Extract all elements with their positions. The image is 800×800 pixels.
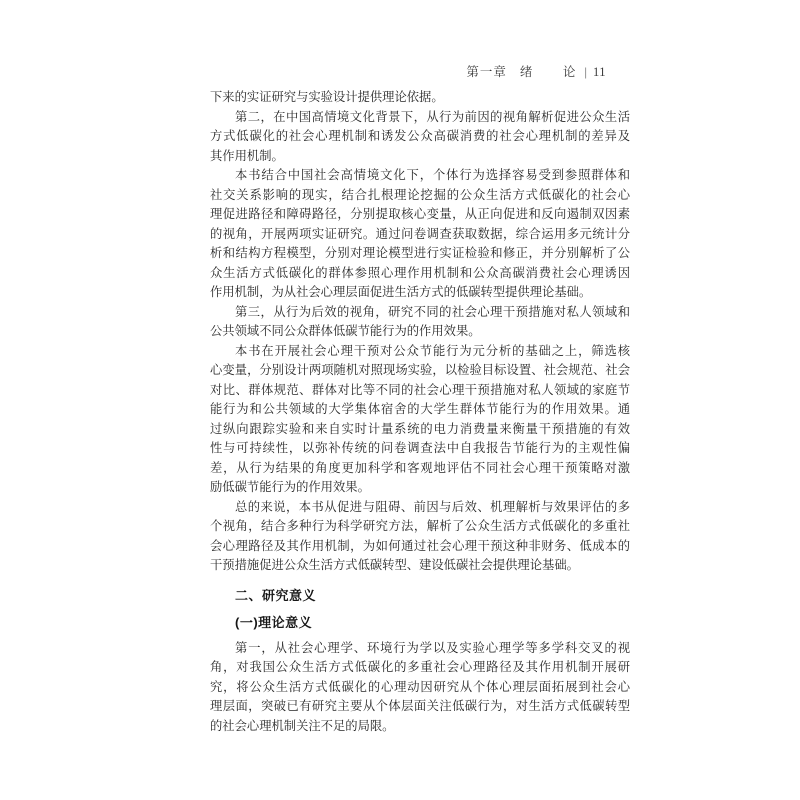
section-heading: 二、研究意义 <box>235 587 317 603</box>
paragraph-line: 本书结合中国社会高情境文化下，个体行为选择容易受到参照群体和 <box>235 168 630 182</box>
paragraph-line: 究，将公众生活方式低碳化的心理动因研究从个体心理层面拓展到社会心 <box>210 679 630 694</box>
paragraph-line: 第一，从社会心理学、环境行为学以及实验心理学等多学科交叉的视 <box>235 640 630 655</box>
chapter-label: 第一章 <box>466 65 507 79</box>
paragraph-line: 方式低碳化的社会心理机制和诱发公众高碳消费的社会心理机制的差异及 <box>210 129 630 143</box>
paragraph-line: 公共领域不同公众群体低碳节能行为的作用效果。 <box>210 324 481 338</box>
paragraph-line: 差，从行为结果的角度更加科学和客观地评估不同社会心理干预策略对激 <box>210 460 630 475</box>
paragraph-line: 总的来说，本书从促进与阻碍、前因与后效、机理解析与效果评估的多 <box>235 499 630 514</box>
paragraph-line: 个视角，结合多种行为科学研究方法，解析了公众生活方式低碳化的多重社 <box>210 519 630 533</box>
paragraph-line: 励低碳节能行为的作用效果。 <box>210 480 370 494</box>
paragraph-line: 众生活方式低碳化的群体参照心理作用机制和公众高碳消费社会心理诱因 <box>210 265 630 280</box>
paragraph-line: 第二，在中国高情境文化背景下，从行为前因的视角解析促进公众生活 <box>235 109 630 124</box>
paragraph-line: 理促进路径和障碍路径，分别提取核心变量，从正向促进和反向遏制双因素 <box>210 207 630 221</box>
paragraph-line: 角，对我国公众生活方式低碳化的多重社会心理路径及其作用机制开展研 <box>210 660 630 674</box>
subsection-heading: (一)理论意义 <box>235 615 313 630</box>
paragraph-line: 作用机制，为从社会心理层面促进生活方式的低碳转型提供理论基础。 <box>210 285 592 299</box>
paragraph-line: 其作用机制。 <box>210 148 284 163</box>
paragraph-line: 本书在开展社会心理干预对公众节能行为元分析的基础之上，筛选核 <box>235 343 630 358</box>
chapter-title: 绪 论 <box>519 65 585 79</box>
paragraph-line: 对比、群体规范、群体对比等不同的社会心理干预措施对私人领域的家庭节 <box>210 382 630 397</box>
paragraph-line: 能行为和公共领域的大学集体宿舍的大学生群体节能行为的作用效果。通 <box>210 402 630 416</box>
header-separator: | <box>584 65 588 79</box>
page-header <box>466 62 606 80</box>
paragraph-line: 社交关系影响的现实，结合扎根理论挖掘的公众生活方式低碳化的社会心 <box>210 187 630 202</box>
page-number: 11 <box>592 65 606 79</box>
paragraph-line: 下来的实证研究与实验设计提供理论依据。 <box>210 90 444 104</box>
paragraph-line: 的视角，开展两项实证研究。通过问卷调查获取数据，综合运用多元统计分 <box>210 226 630 241</box>
paragraph-line: 心变量，分别设计两项随机对照现场实验，以检验目标设置、社会规范、社会 <box>210 363 630 377</box>
paragraph-line: 干预措施促进公众生活方式低碳转型、建设低碳社会提供理论基础。 <box>210 558 579 572</box>
paragraph-line: 的社会心理机制关注不足的局限。 <box>210 718 395 733</box>
paragraph-line: 会心理路径及其作用机制，为如何通过社会心理干预这种非财务、低成本的 <box>210 538 630 553</box>
body-text <box>210 88 630 736</box>
paragraph-line: 析和结构方程模型，分别对理论模型进行实证检验和修正，并分别解析了公 <box>210 246 630 260</box>
paragraph-line: 第三，从行为后效的视角，研究不同的社会心理干预措施对私人领域和 <box>235 304 630 319</box>
paragraph-line: 过纵向跟踪实验和来自实时计量系统的电力消费量来衡量干预措施的有效 <box>210 421 630 436</box>
paragraph-line: 理层面，突破已有研究主要从个体层面关注低碳行为，对生活方式低碳转型 <box>210 699 630 713</box>
paragraph-line: 性与可持续性，以弥补传统的问卷调查法中自我报告节能行为的主观性偏 <box>210 441 630 455</box>
